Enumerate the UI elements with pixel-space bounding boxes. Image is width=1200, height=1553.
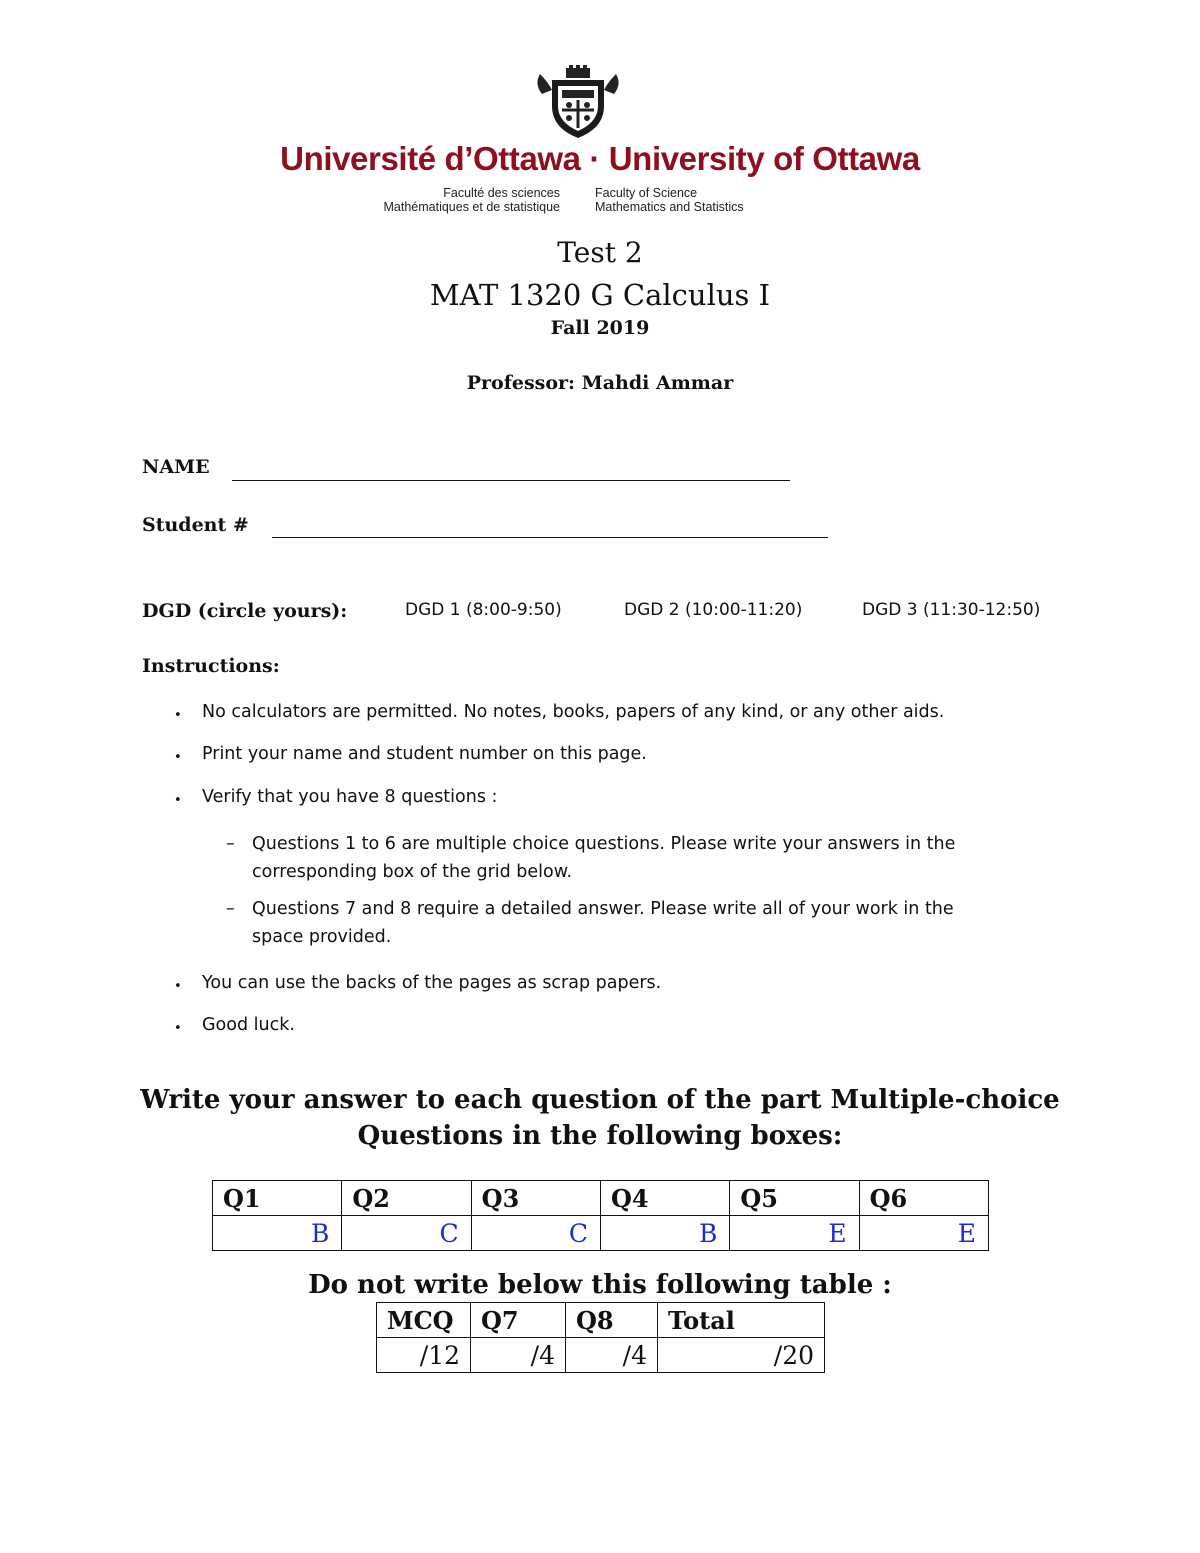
question-label: Q3 <box>471 1181 600 1216</box>
dgd-label: DGD (circle yours): <box>142 600 348 622</box>
grading-column-label: MCQ <box>377 1303 471 1338</box>
name-label: NAME <box>142 456 210 478</box>
bullet-icon: • <box>174 750 182 765</box>
department-fr-line: Mathématiques et de statistique <box>383 200 560 214</box>
answer-box[interactable]: B <box>600 1216 729 1251</box>
test-title: Test 2 <box>557 236 643 269</box>
dgd-option-1[interactable]: DGD 1 (8:00-9:50) <box>405 600 562 620</box>
professor-label: Professor: Mahdi Ammar <box>466 372 734 394</box>
dash-icon: – <box>226 834 235 854</box>
answer-box[interactable]: E <box>730 1216 859 1251</box>
grading-table <box>376 1302 825 1373</box>
answer-grid <box>212 1180 989 1251</box>
instruction-item: You can use the backs of the pages as scrap papers. <box>202 973 662 993</box>
question-label: Q5 <box>730 1181 859 1216</box>
score-cell: /4 <box>566 1338 658 1373</box>
answer-box[interactable]: E <box>859 1216 988 1251</box>
term-label: Fall 2019 <box>550 317 650 339</box>
mc-heading: Write your answer to each question of the part Multiple-choice <box>140 1085 1060 1115</box>
answer-grid-answer-row <box>213 1216 989 1251</box>
grading-heading: Do not write below this following table : <box>308 1270 892 1300</box>
grading-column-label: Q7 <box>471 1303 566 1338</box>
faculty-english <box>595 186 855 214</box>
grading-column-label: Total <box>658 1303 825 1338</box>
instruction-item: Good luck. <box>202 1015 295 1035</box>
bullet-icon: • <box>174 708 182 723</box>
answer-box[interactable]: B <box>213 1216 342 1251</box>
instruction-item: No calculators are permitted. No notes, books, papers of any kind, or any other aids. <box>202 702 945 722</box>
department-en-line: Mathematics and Statistics <box>595 200 744 214</box>
dash-icon: – <box>226 899 235 919</box>
student-number-field[interactable] <box>272 537 828 538</box>
faculty-en-line: Faculty of Science <box>595 186 698 200</box>
question-label: Q4 <box>600 1181 729 1216</box>
sub-instruction-line: Questions 1 to 6 are multiple choice questions. Please write your answers in the <box>252 834 956 854</box>
question-label: Q6 <box>859 1181 988 1216</box>
answer-grid-header-row <box>213 1181 989 1216</box>
instruction-item: Verify that you have 8 questions : <box>202 787 498 807</box>
faculty-french <box>364 186 560 214</box>
score-cell: /20 <box>658 1338 825 1373</box>
answer-box[interactable]: C <box>471 1216 600 1251</box>
university-name: Université d’Ottawa · University of Ottawa <box>280 140 920 177</box>
question-label: Q1 <box>213 1181 342 1216</box>
grading-column-label: Q8 <box>566 1303 658 1338</box>
university-crest-icon <box>532 64 624 140</box>
course-title: MAT 1320 G Calculus I <box>429 278 771 312</box>
dgd-option-3[interactable]: DGD 3 (11:30-12:50) <box>862 600 1041 620</box>
bullet-icon: • <box>174 979 182 994</box>
bullet-icon: • <box>174 793 182 808</box>
bullet-icon: • <box>174 1021 182 1036</box>
instructions-heading: Instructions: <box>142 655 280 677</box>
score-cell: /12 <box>377 1338 471 1373</box>
score-cell: /4 <box>471 1338 566 1373</box>
question-label: Q2 <box>342 1181 471 1216</box>
sub-instruction-line: space provided. <box>252 927 392 947</box>
grading-score-row <box>377 1338 825 1373</box>
sub-instruction-line: corresponding box of the grid below. <box>252 862 573 882</box>
grading-header-row <box>377 1303 825 1338</box>
student-number-label: Student # <box>142 514 249 536</box>
name-field[interactable] <box>232 480 790 481</box>
mc-heading: Questions in the following boxes: <box>357 1121 843 1151</box>
faculty-fr-line: Faculté des sciences <box>443 186 560 200</box>
dgd-option-2[interactable]: DGD 2 (10:00-11:20) <box>624 600 803 620</box>
instruction-item: Print your name and student number on this page. <box>202 744 647 764</box>
answer-box[interactable]: C <box>342 1216 471 1251</box>
sub-instruction-line: Questions 7 and 8 require a detailed answer. Please write all of your work in the <box>252 899 954 919</box>
